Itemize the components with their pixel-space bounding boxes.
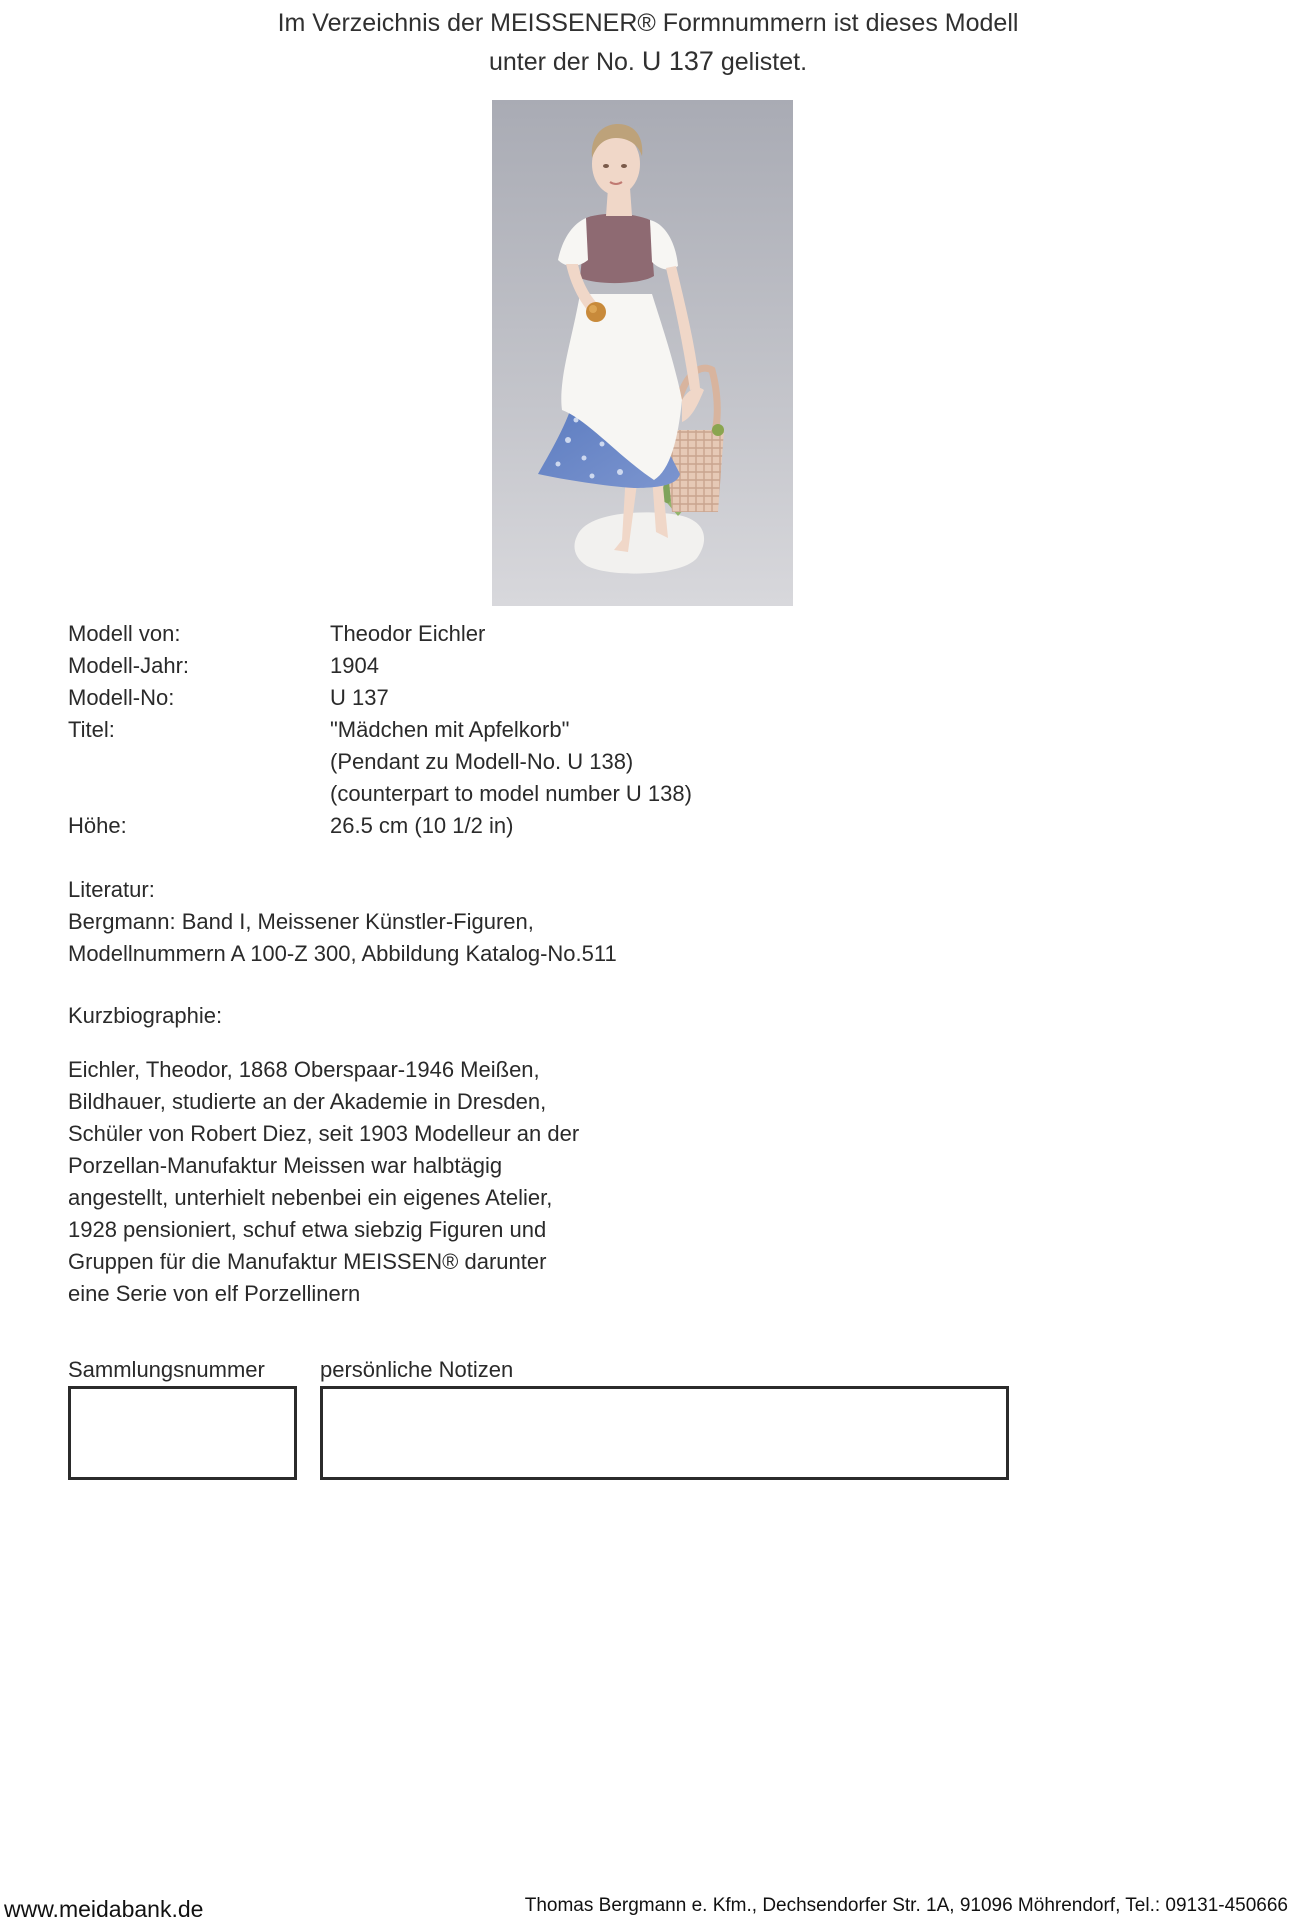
notizen-label: persönliche Notizen — [320, 1357, 514, 1382]
notizen-field[interactable] — [320, 1386, 1009, 1480]
biography-line: Bildhauer, studierte an der Akademie in Dresden, — [68, 1089, 547, 1114]
biography-text — [68, 1054, 579, 1310]
header-line-1: Im Verzeichnis der MEISSENER® Formnummern ist dieses Modell — [277, 9, 1019, 37]
titel-line-2: (Pendant zu Modell-No. U 138) — [330, 749, 634, 774]
sammlungsnummer-label: Sammlungsnummer — [68, 1357, 265, 1382]
value-titel — [330, 714, 692, 810]
literatur-section — [68, 874, 617, 970]
label-modell-no: Modell-No: — [68, 685, 175, 710]
figurine-photo — [492, 100, 793, 606]
titel-line-1: "Mädchen mit Apfelkorb" — [330, 717, 570, 742]
label-titel: Titel: — [68, 717, 115, 742]
header-model-number: U 137 — [641, 46, 714, 76]
row-modell-von — [68, 618, 692, 650]
biography-line: eine Serie von elf Porzellinern — [68, 1281, 361, 1306]
model-details — [68, 618, 692, 842]
value-modell-no: U 137 — [330, 685, 389, 710]
biography-label: Kurzbiographie: — [68, 1003, 223, 1028]
header-line-2 — [0, 42, 1296, 81]
row-modell-jahr — [68, 650, 692, 682]
literatur-line-2: Modellnummern A 100-Z 300, Abbildung Katalog-No.511 — [68, 941, 617, 966]
biography-line: Eichler, Theodor, 1868 Oberspaar-1946 Meißen, — [68, 1057, 540, 1082]
label-hoehe: Höhe: — [68, 813, 127, 838]
value-hoehe: 26.5 cm (10 1/2 in) — [330, 813, 514, 838]
label-modell-jahr: Modell-Jahr: — [68, 653, 190, 678]
page-header — [0, 4, 1296, 81]
literatur-line-1: Bergmann: Band I, Meissener Künstler-Figuren, — [68, 909, 534, 934]
footer-website[interactable]: www.meidabank.de — [4, 1896, 204, 1922]
header-line-2-suffix: gelistet. — [720, 48, 808, 76]
biography-line: angestellt, unterhielt nebenbei ein eigenes Atelier, — [68, 1185, 553, 1210]
row-modell-no — [68, 682, 692, 714]
literatur-label: Literatur: — [68, 877, 155, 902]
sammlungsnummer-field[interactable] — [68, 1386, 297, 1480]
biography-line: Gruppen für die Manufaktur MEISSEN® darunter — [68, 1249, 547, 1274]
label-modell-von: Modell von: — [68, 621, 181, 646]
value-modell-von: Theodor Eichler — [330, 621, 486, 646]
footer-address: Thomas Bergmann e. Kfm., Dechsendorfer Str. 1A, 91096 Möhrendorf, Tel.: 09131-450666 — [524, 1895, 1288, 1916]
biography-line: Porzellan-Manufaktur Meissen war halbtägig — [68, 1153, 503, 1178]
row-titel — [68, 714, 692, 810]
value-modell-jahr: 1904 — [330, 653, 379, 678]
header-line-2-prefix: unter der No. — [488, 48, 635, 76]
biography-line: Schüler von Robert Diez, seit 1903 Modelleur an der — [68, 1121, 580, 1146]
titel-line-3: (counterpart to model number U 138) — [330, 781, 692, 806]
row-hoehe — [68, 810, 692, 842]
biography-line: 1928 pensioniert, schuf etwa siebzig Figuren und — [68, 1217, 547, 1242]
